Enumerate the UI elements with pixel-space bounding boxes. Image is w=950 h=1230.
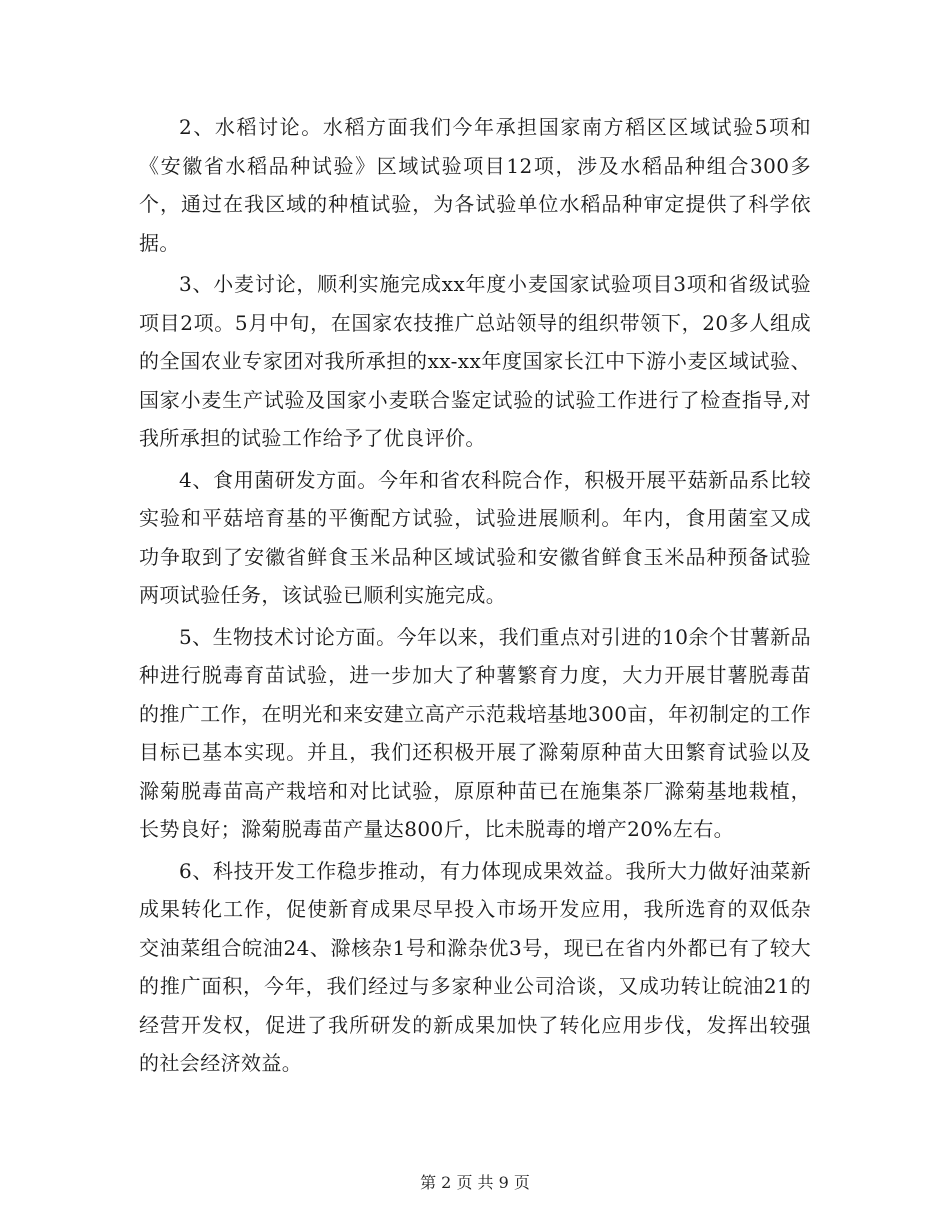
document-body bbox=[139, 108, 811, 1086]
paragraph-biotech: 5、生物技术讨论方面。今年以来，我们重点对引进的10余个甘薯新品种进行脱毒育苗试验，进一步加大了种薯繁育力度，大力开展甘薯脱毒苗的推广工作，在明光和来安建立高产示范栽培基地300亩，年初制定的工作目标已基本实现。并且，我们还积极开展了滁菊原种苗大田繁育试验以及滁菊脱毒苗高产栽培和对比试验，原原种苗已在施集茶厂滁菊基地栽植，长势良好；滁菊脱毒苗产量达800斤，比未脱毒的增产20%左右。 bbox=[139, 624, 811, 841]
page-footer bbox=[0, 1173, 950, 1193]
paragraph-wheat: 3、小麦讨论，顺利实施完成xx年度小麦国家试验项目3项和省级试验项目2项。5月中旬，在国家农技推广总站领导的组织带领下，20多人组成的全国农业专家团对我所承担的xx-xx年度国家长江中下游小麦区域试验、国家小麦生产试验及国家小麦联合鉴定试验的试验工作进行了检查指导,对我所承担的试验工作给予了优良评价。 bbox=[139, 272, 811, 450]
paragraph-tech-development: 6、科技开发工作稳步推动，有力体现成果效益。我所大力做好油菜新成果转化工作，促使新育成果尽早投入市场开发应用，我所选育的双低杂交油菜组合皖油24、滁核杂1号和滁杂优3号，现已在省内外都已有了较大的推广面积，今年，我们经过与多家种业公司洽谈，又成功转让皖油21的经营开发权，促进了我所研发的新成果加快了转化应用步伐，发挥出较强的社会经济效益。 bbox=[139, 858, 811, 1075]
paragraph-fungi: 4、食用菌研发方面。今年和省农科院合作，积极开展平菇新品系比较实验和平菇培育基的平衡配方试验，试验进展顺利。年内，食用菌室又成功争取到了安徽省鲜食玉米品种区域试验和安徽省鲜食玉米品种预备试验两项试验任务，该试验已顺利实施完成。 bbox=[139, 467, 811, 607]
page-number-label: 第 2 页 共 9 页 bbox=[420, 1173, 530, 1192]
paragraph-rice: 2、水稻讨论。水稻方面我们今年承担国家南方稻区区域试验5项和《安徽省水稻品种试验》区域试验项目12项，涉及水稻品种组合300多个，通过在我区域的种植试验，为各试验单位水稻品种审定提供了科学依据。 bbox=[139, 115, 811, 255]
